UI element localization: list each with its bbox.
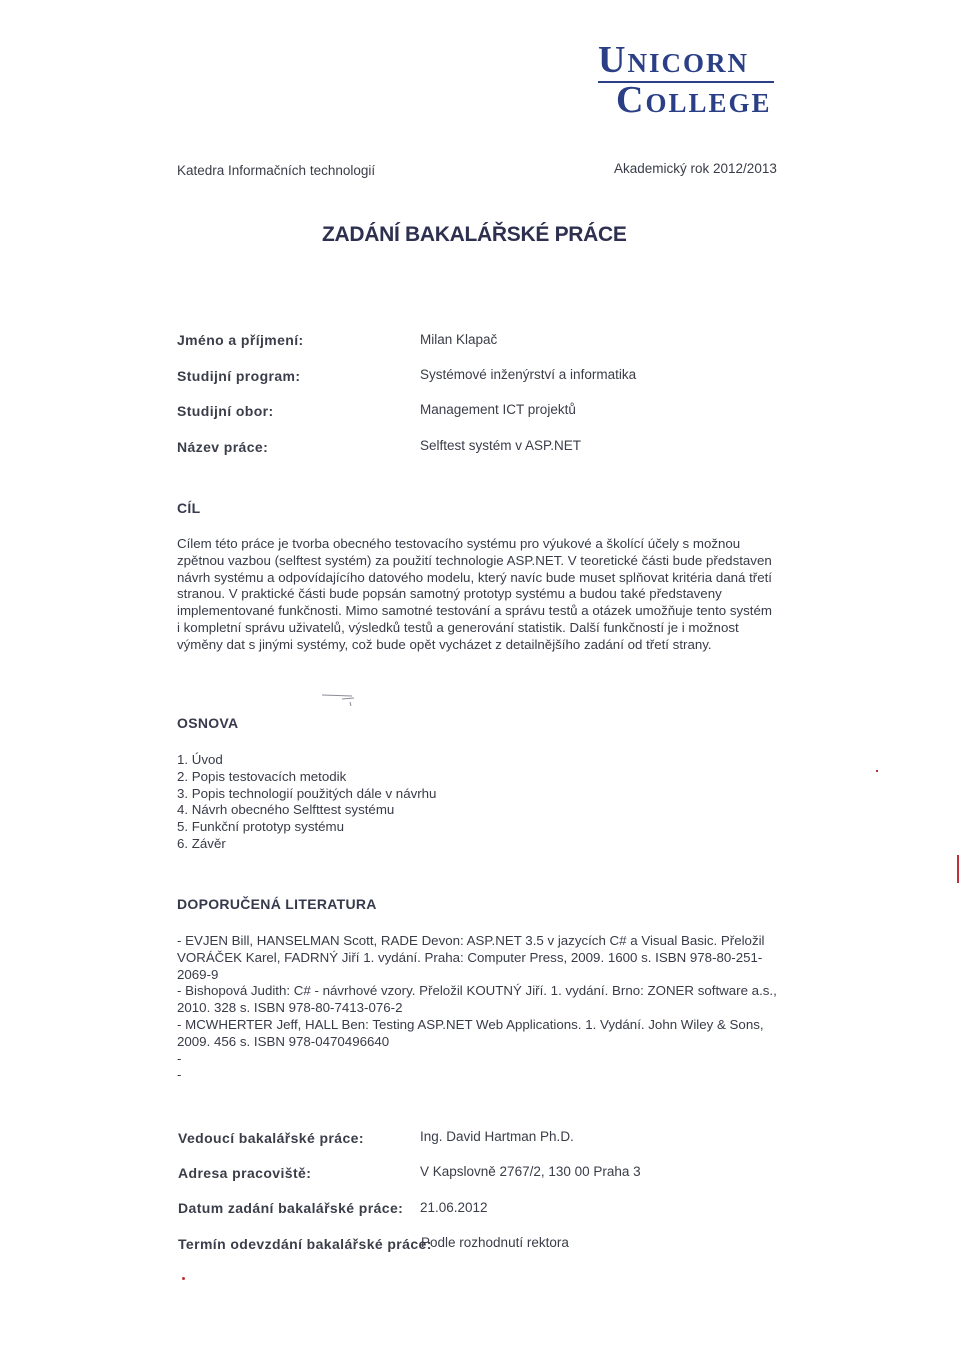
goal-heading: CÍL	[177, 500, 201, 516]
list-item: 6. Závěr	[177, 835, 226, 851]
document-title: ZADÁNÍ BAKALÁŘSKÉ PRÁCE	[322, 223, 627, 246]
department: Katedra Informačních technologií	[177, 163, 376, 178]
list-item: -	[177, 1050, 182, 1066]
logo-college: College	[616, 79, 772, 121]
scan-mark	[320, 690, 360, 708]
list-item: 4. Návrh obecného Selfttest systému	[177, 802, 395, 818]
list-item: - EVJEN Bill, HANSELMAN Scott, RADE Devon: ASP.NET 3.5 v jazycích C# a Visual Basic. Přeložil VORÁČEK Karel, FADRNÝ Jiří 1. vydání. Praha: Computer Press, 2009. 1600 s. ISBN 978-80-251-2069-9	[177, 933, 765, 982]
address-label: Adresa pracoviště:	[178, 1165, 312, 1181]
name-value: Milan Klapač	[420, 332, 498, 347]
supervisor-label: Vedoucí bakalářské práce:	[178, 1130, 364, 1146]
field-value: Management ICT projektů	[420, 402, 576, 417]
thesis-title-value: Selftest systém v ASP.NET	[420, 438, 582, 453]
address-value: V Kapslovně 2767/2, 130 00 Praha 3	[420, 1164, 641, 1179]
logo-unicorn: Unicorn	[598, 39, 749, 81]
supervisor-value: Ing. David Hartman Ph.D.	[420, 1129, 574, 1144]
thesis-title-label: Název práce:	[177, 439, 269, 455]
goal-text: Cílem této práce je tvorba obecného testovacího systému pro výukové a školící účely s možnou zpětnou vazbou (selftest systém) za použití technologie ASP.NET. V teoretické části bude představen návrh systému a odpovídajícího datového modelu, který navíc bude muset splňovat kritéria daná třetí stranou. V praktické části bude popsán samotný prototyp systému a budou také představeny implementované funkčnosti. Mimo samotné testování a správu testů a otázek umožňuje tento systém i kompletní správu uživatelů, výsledků testů a generování statistik. Další funkčností je i možnost výměny dat s jinými systémy, což bude opět vycházet z detailnějšího zadání od třetí strany.	[177, 536, 772, 652]
list-item: - Bishopová Judith: C# - návrhové vzory. Přeložil KOUTNÝ Jiří. 1. vydání. Brno: ZONER software a.s., 2010. 328 s. ISBN 978-80-7413-076-2	[177, 983, 777, 1016]
deadline-value: Podle rozhodnutí rektora	[421, 1235, 569, 1250]
list-item: 2. Popis testovacích metodik	[177, 768, 347, 784]
scan-mark	[876, 770, 878, 772]
list-item: - MCWHERTER Jeff, HALL Ben: Testing ASP.NET Web Applications. 1. Vydání. John Wiley & Sons, 2009. 456 s. ISBN 978-0470496640	[177, 1016, 764, 1049]
program-label: Studijní program:	[177, 368, 301, 384]
deadline-label: Termín odevzdání bakalářské práce:	[178, 1236, 432, 1252]
assigned-date-label: Datum zadání bakalářské práce:	[178, 1200, 404, 1216]
name-label: Jméno a příjmení:	[177, 332, 304, 348]
scan-mark	[957, 855, 959, 883]
program-value: Systémové inženýrství a informatika	[420, 367, 637, 382]
list-item: 5. Funkční prototyp systému	[177, 819, 345, 835]
assigned-date-value: 21.06.2012	[420, 1200, 488, 1215]
literature-heading: DOPORUČENÁ LITERATURA	[177, 896, 377, 912]
list-item: 3. Popis technologií použitých dále v návrhu	[177, 785, 437, 801]
outline-heading: OSNOVA	[177, 715, 239, 731]
field-label: Studijní obor:	[177, 403, 274, 419]
literature-list	[177, 933, 777, 1084]
list-item: -	[177, 1067, 182, 1083]
list-item: 1. Úvod	[177, 752, 223, 767]
outline-list	[177, 752, 436, 853]
scan-mark	[182, 1277, 185, 1280]
academic-year: Akademický rok 2012/2013	[614, 161, 777, 176]
